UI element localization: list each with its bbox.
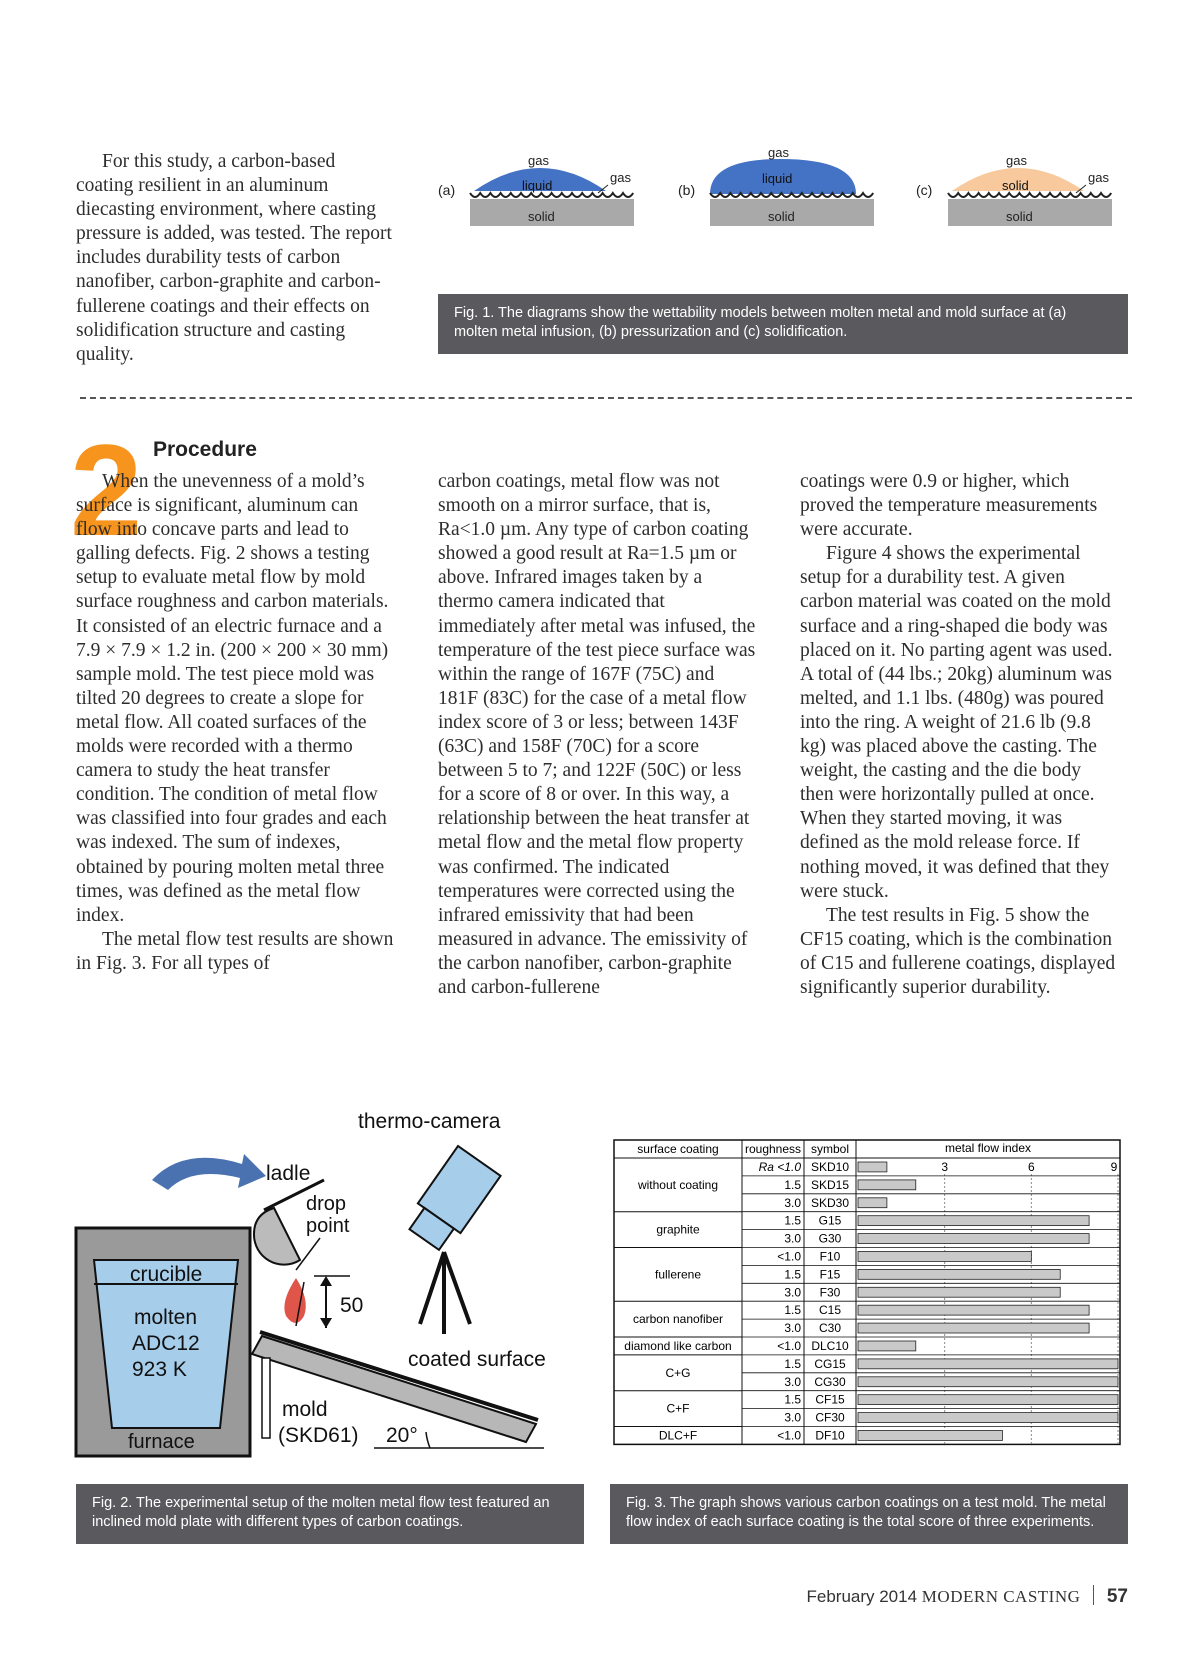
bar-F10 — [858, 1252, 1031, 1262]
section-divider — [80, 397, 1132, 399]
solid-top-label-c: solid — [1002, 178, 1029, 193]
page-number: 57 — [1106, 1586, 1128, 1607]
group-label-7: DLC+F — [658, 1428, 698, 1443]
x-tick-3: 3 — [941, 1160, 949, 1174]
roughness-cell: 1.5 — [784, 1303, 801, 1318]
header-symbol: symbol — [810, 1142, 850, 1156]
symbol-cell: G30 — [818, 1231, 842, 1246]
symbol-cell: C30 — [818, 1321, 842, 1336]
group-label-6: C+F — [666, 1401, 690, 1416]
drop-point-label-2: point — [306, 1215, 350, 1237]
side-gas-label-a: gas — [610, 170, 631, 185]
figure-3 — [612, 1138, 1124, 1464]
roughness-cell: Ra <1.0 — [758, 1160, 801, 1174]
bar-G30 — [858, 1234, 1089, 1244]
bar-DF10 — [858, 1431, 1002, 1441]
symbol-cell: CF15 — [815, 1392, 845, 1407]
roughness-cell: 3.0 — [784, 1321, 801, 1336]
symbol-cell: C15 — [818, 1303, 842, 1318]
roughness-cell: 1.5 — [784, 1213, 801, 1228]
group-label-5: C+G — [665, 1365, 691, 1380]
panel-c-label: (c) — [916, 182, 933, 198]
symbol-cell: F15 — [819, 1267, 841, 1282]
column-3 — [800, 470, 1118, 1000]
solid-label-b: solid — [768, 209, 795, 224]
symbol-cell: G15 — [818, 1213, 842, 1228]
figure-2 — [74, 1110, 594, 1470]
page-footer — [806, 1585, 1128, 1608]
mold-label-1: mold — [282, 1398, 328, 1421]
furnace-label: furnace — [128, 1431, 195, 1453]
roughness-cell: 1.5 — [784, 1356, 801, 1371]
panel-b-label: (b) — [678, 182, 696, 198]
bar-CG30 — [858, 1377, 1118, 1387]
panel-c — [916, 153, 1112, 226]
roughness-cell: 3.0 — [784, 1231, 801, 1246]
roughness-cell: <1.0 — [777, 1339, 801, 1353]
height-label: 50 — [340, 1294, 364, 1317]
column-2 — [438, 470, 756, 1000]
footer-date: February 2014 — [806, 1587, 918, 1606]
bar-SKD30 — [858, 1198, 887, 1208]
symbol-cell: SKD15 — [810, 1177, 850, 1192]
roughness-cell: 1.5 — [784, 1177, 801, 1192]
group-label-0: without coating — [637, 1177, 719, 1192]
angle-label: 20° — [386, 1424, 418, 1447]
col3-paragraph-1: coatings were 0.9 or higher, which proved the temperature measurements were accurate. — [800, 471, 1098, 541]
flow-test-setup-diagram — [74, 1110, 594, 1470]
bar-DLC10 — [858, 1341, 916, 1351]
group-label-1: graphite — [656, 1222, 700, 1237]
section-heading: Procedure — [153, 438, 257, 461]
gas-label-c: gas — [1006, 153, 1027, 168]
symbol-cell: F10 — [819, 1249, 841, 1264]
panel-a-label: (a) — [438, 182, 456, 198]
metal-flow-index-chart — [612, 1138, 1124, 1464]
molten-label-3: 923 K — [132, 1358, 187, 1381]
symbol-cell: CG30 — [814, 1374, 846, 1389]
group-label-3: carbon nanofiber — [632, 1312, 724, 1327]
col3-paragraph-2: Figure 4 shows the experimental setup for a durability test. A given carbon material was coated on the mold surface and a ring-shaped die body was placed on it. No parting agent was used. A total of (44 lbs.; 20kg) aluminum was melted, and 1.1 lbs. (480g) was poured into the ring. A weight of 21.6 lb (9.8 kg) was placed above the casting. The weight, the casting and the die body then were horizontally pulled at once. When they started moving, it was defined as the mold release force. If nothing moved, it was defined that they were stuck. — [800, 543, 1113, 902]
symbol-cell: DF10 — [815, 1428, 845, 1443]
bar-C15 — [858, 1305, 1089, 1315]
roughness-cell: 1.5 — [784, 1267, 801, 1282]
x-tick-9: 9 — [1110, 1160, 1118, 1174]
ladle-label: ladle — [266, 1162, 311, 1185]
molten-drop — [284, 1278, 305, 1323]
header-roughness: roughness — [744, 1142, 802, 1156]
bar-SKD15 — [858, 1180, 916, 1190]
side-gas-label-c: gas — [1088, 170, 1109, 185]
crucible-label: crucible — [130, 1263, 203, 1286]
molten-label-2: ADC12 — [132, 1332, 200, 1355]
col3-paragraph-3: The test results in Fig. 5 show the CF15 coating, which is the combination of C15 and fullerene coatings, displayed significantly superior durability. — [800, 904, 1116, 998]
bar-CG15 — [858, 1359, 1118, 1369]
chart-title: metal flow index — [944, 1141, 1032, 1155]
coated-surface-label: coated surface — [408, 1348, 546, 1371]
roughness-cell: 3.0 — [784, 1374, 801, 1389]
molten-label-1: molten — [134, 1306, 198, 1329]
x-tick-6: 6 — [1027, 1160, 1035, 1174]
intro-paragraph: For this study, a carbon-based coating resilient in an aluminum diecasting environment, where casting pressure is added, was tested. The report includes durability tests of carbon nanofiber, carbon-graphite and carbon-fullerene coatings and their effects on solidification structure and casting quality. — [76, 151, 392, 365]
panel-b — [678, 145, 874, 226]
header-surface-coating: surface coating — [637, 1142, 719, 1156]
liquid-label-b: liquid — [762, 171, 793, 186]
panel-a — [438, 153, 634, 226]
roughness-cell: 3.0 — [784, 1285, 801, 1300]
symbol-cell: SKD10 — [810, 1160, 850, 1174]
pour-arrow-icon — [152, 1154, 266, 1190]
section-number: 2 — [70, 417, 143, 563]
gas-label-b: gas — [768, 145, 789, 160]
symbol-cell: F30 — [819, 1285, 841, 1300]
footer-magazine: MODERN CASTING — [921, 1587, 1081, 1606]
ladle-shape — [254, 1208, 300, 1265]
group-label-2: fullerene — [654, 1267, 702, 1282]
column-1 — [76, 470, 394, 976]
footer-divider — [1093, 1585, 1094, 1605]
col1-paragraph-1: When the unevenness of a mold’s surface is significant, aluminum can flow into concave parts and lead to galling defects. Fig. 2 shows a testing setup to evaluate metal flow by mold surface roughness and carbon materials. It consisted of an electric furnace and a 7.9 × 7.9 × 1.2 in. (200 × 200 × 30 mm) sample mold. The test piece mold was tilted 20 degrees to create a slope for metal flow. All coated surfaces of the molds were recorded with a thermo camera to study the heat transfer condition. The condition of metal flow was classified into four grades and each was indexed. The sum of indexes, obtained by pouring molten metal three times, was defined as the metal flow index. — [76, 471, 389, 926]
figure-2-caption: Fig. 2. The experimental setup of the molten metal flow test featured an inclined mold plate with different types of carbon coatings. — [76, 1484, 584, 1544]
thermo-camera-label: thermo-camera — [358, 1110, 501, 1133]
symbol-cell: CG15 — [814, 1356, 846, 1371]
solid-label-c: solid — [1006, 209, 1033, 224]
bar-CF30 — [858, 1413, 1118, 1423]
figure-3-caption: Fig. 3. The graph shows various carbon coatings on a test mold. The metal flow index of each surface coating is the total score of three experiments. — [610, 1484, 1128, 1544]
thermo-camera-icon — [403, 1146, 501, 1254]
roughness-cell: <1.0 — [777, 1428, 801, 1443]
col1-paragraph-2: The metal flow test results are shown in Fig. 3. For all types of — [76, 928, 394, 974]
symbol-cell: DLC10 — [811, 1339, 849, 1353]
bar-G15 — [858, 1216, 1089, 1226]
roughness-cell: <1.0 — [777, 1249, 801, 1264]
symbol-cell: SKD30 — [810, 1195, 850, 1210]
bar-CF15 — [858, 1395, 1118, 1405]
roughness-cell: 1.5 — [784, 1392, 801, 1407]
bar-C30 — [858, 1323, 1089, 1333]
group-label-4: diamond like carbon — [624, 1338, 732, 1353]
liquid-label-a: liquid — [522, 178, 553, 193]
bar-F15 — [858, 1269, 1060, 1279]
figure-1-caption: Fig. 1. The diagrams show the wettability models between molten metal and mold surface at (a) molten metal infusion, (b) pressurization and (c) solidification. — [438, 294, 1128, 354]
bar-F30 — [858, 1287, 1060, 1297]
col2-paragraph-1: carbon coatings, metal flow was not smooth on a mirror surface, that is, Ra<1.0 µm. Any type of carbon coating showed a good result at Ra=1.5 µm or above. Infrared images taken by a thermo camera indicated that immediately after metal was infused, the temperature of the test piece surface was within the range of 167F (75C) and 181F (83C) for the case of a metal flow index score of 3 or less; between 143F (63C) and 158F (70C) for a score between 5 to 7; and 122F (50C) or less for a score of 8 or over. In this way, a relationship between the heat transfer at metal flow and the metal flow property was confirmed. The indicated temperatures were corrected using the infrared emissivity that had been measured in advance. The emissivity of the carbon nanofiber, carbon-graphite and carbon-fullerene — [438, 471, 756, 998]
bar-SKD10 — [858, 1162, 887, 1172]
solid-label-a: solid — [528, 209, 555, 224]
gas-label-a: gas — [528, 153, 549, 168]
drop-point-label-1: drop — [306, 1193, 347, 1215]
roughness-cell: 3.0 — [784, 1410, 801, 1425]
mold-label-2: (SKD61) — [278, 1424, 359, 1447]
symbol-cell: CF30 — [815, 1410, 845, 1425]
roughness-cell: 3.0 — [784, 1195, 801, 1210]
